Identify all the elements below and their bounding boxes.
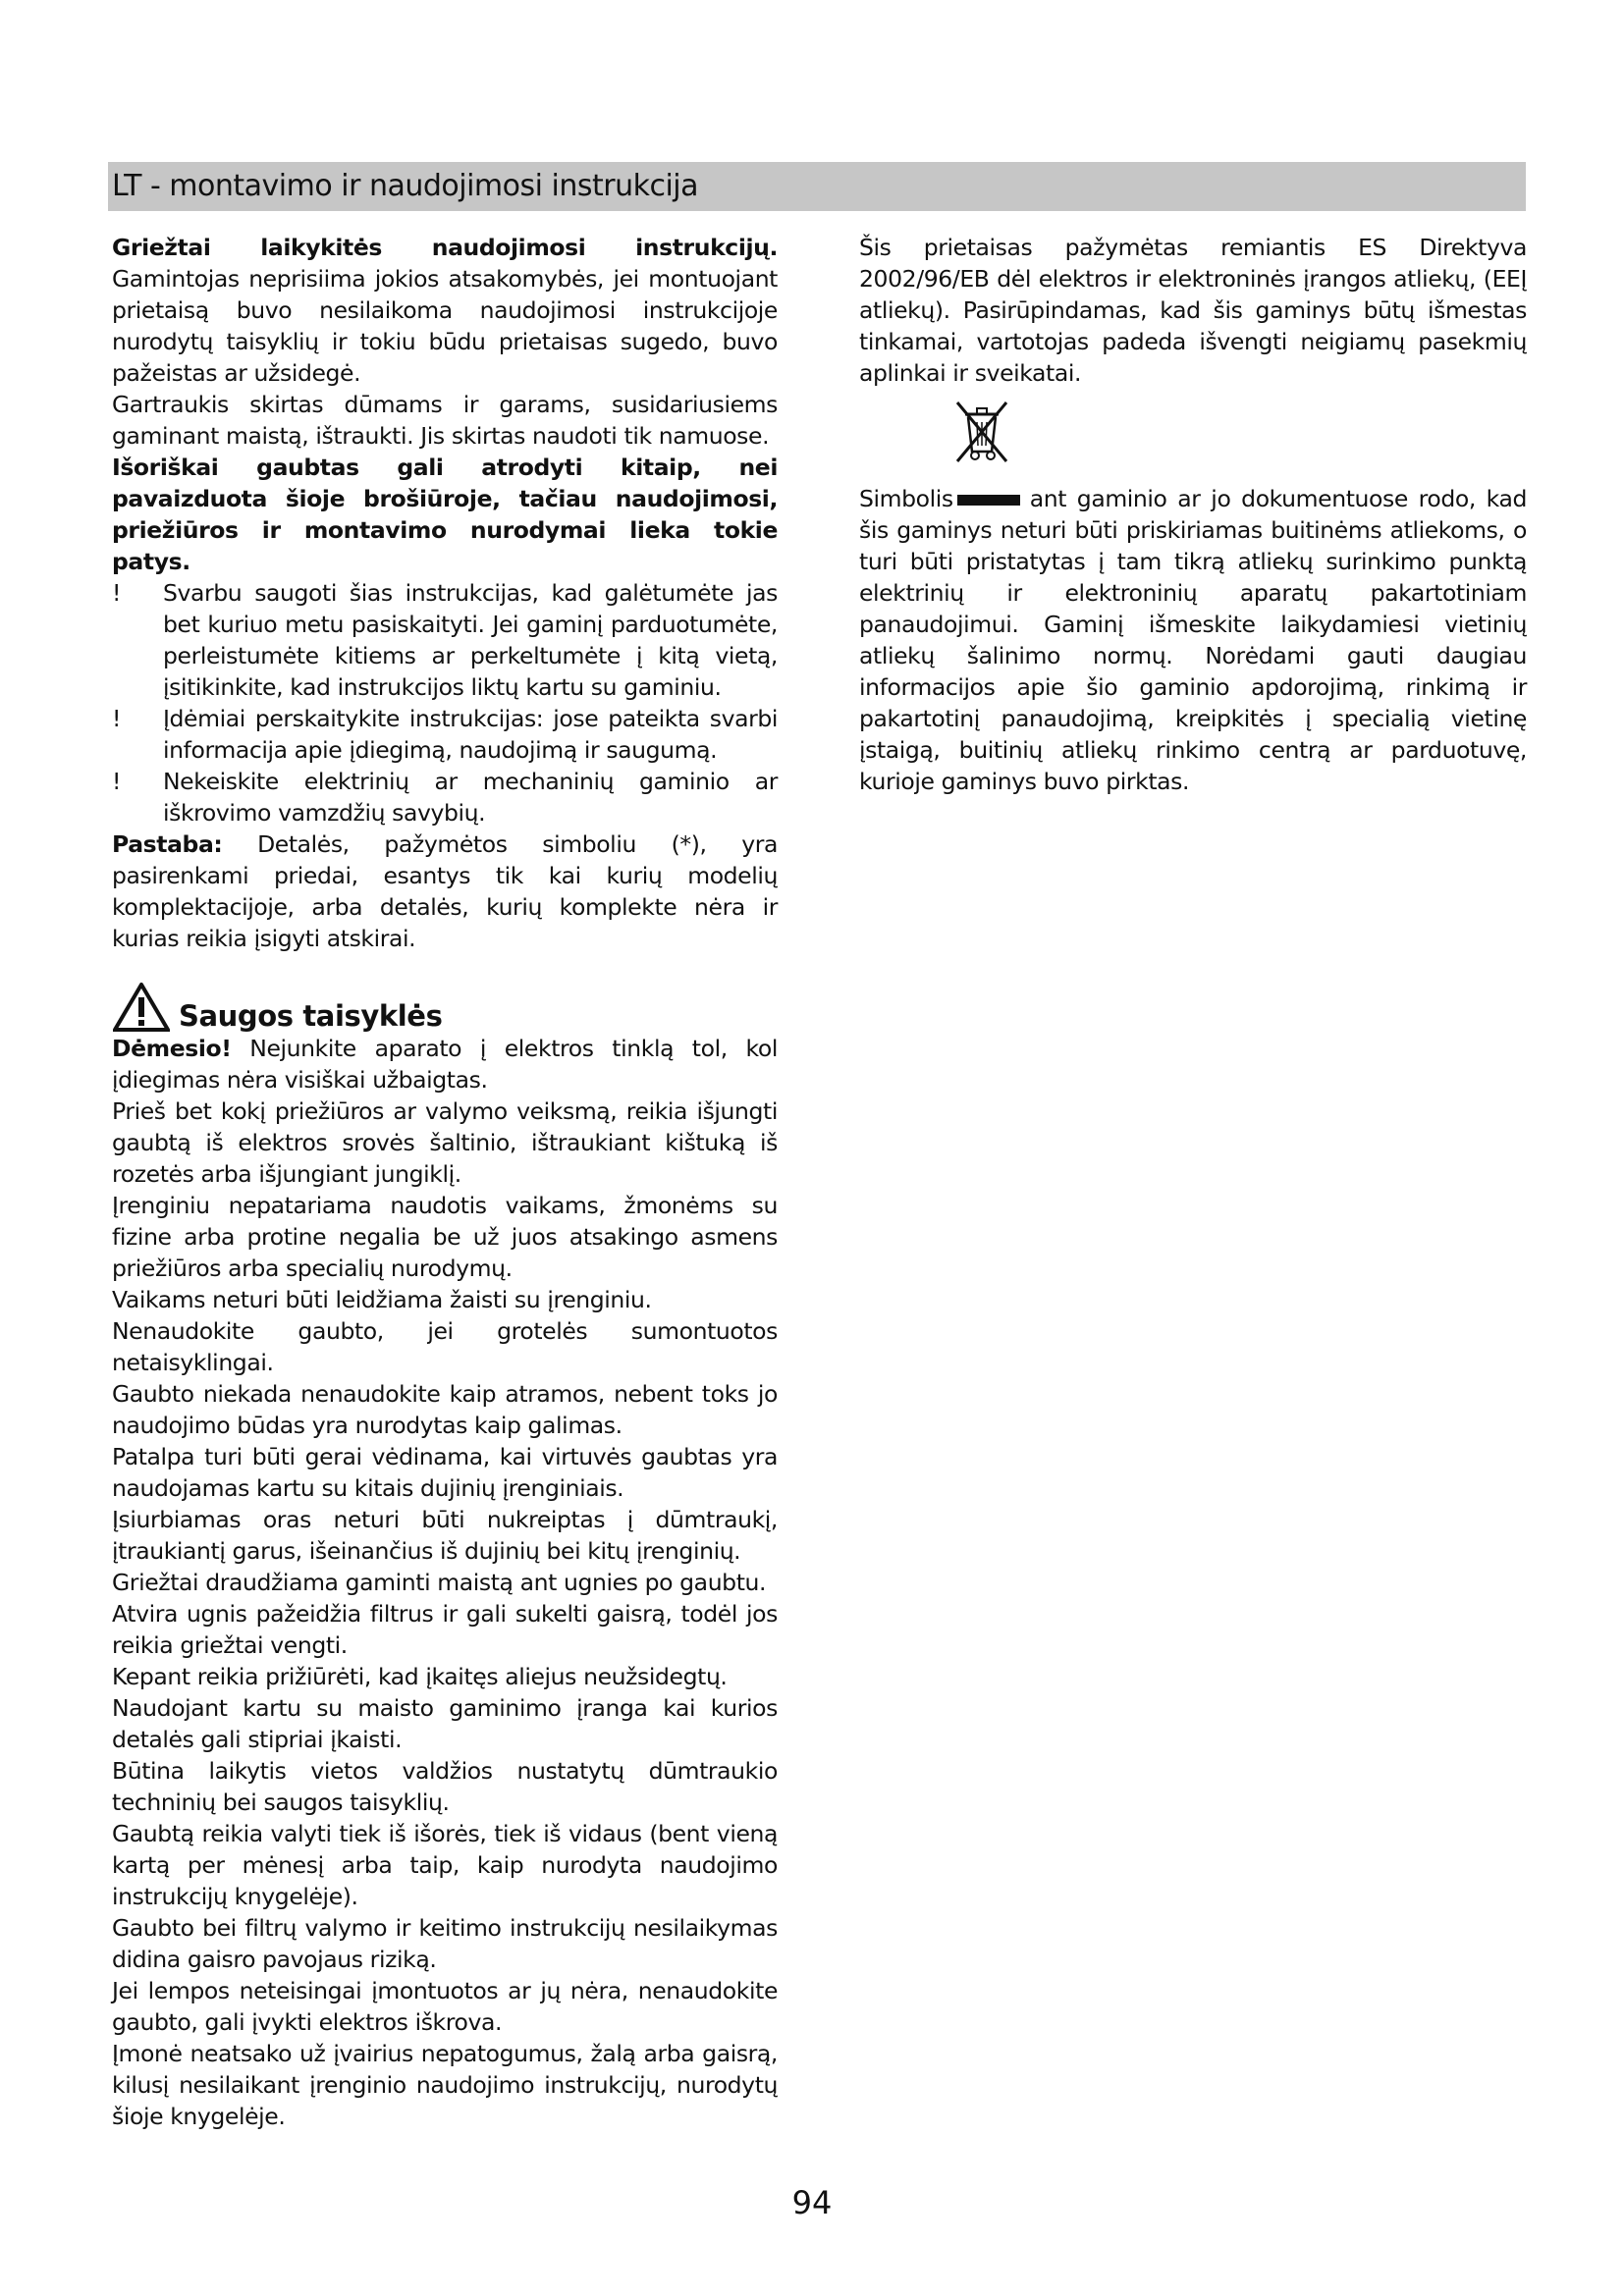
intro-paragraph xyxy=(112,232,778,389)
attention-text: Nejunkite aparato į elektros tinklą tol, kol įdiegimas nėra visiškai užbaigtas. xyxy=(112,1035,778,1094)
symbol-word: Simbolis xyxy=(859,485,953,512)
purpose-paragraph: Gartraukis skirtas dūmams ir garams, susidariusiems gaminant maistą, ištraukti. Jis skirtas naudoti tik namuose. xyxy=(112,391,778,450)
appearance-note-text: Išoriškai gaubtas gali atrodyti kitaip, nei pavaizduota šioje brošiūroje, tačiau naudojimosi, priežiūros ir montavimo nurodymai lieka tokie patys. xyxy=(112,454,778,575)
safety-rule: Įmonė neatsako už įvairius nepatogumus, žalą arba gaisrą, kilusį nesilaikant įrenginio naudojimo instrukcijų, nurodytų šioje knygelėje. xyxy=(112,2040,778,2130)
title-bar xyxy=(108,162,1526,211)
safety-rule: Nenaudokite gaubto, jei grotelės sumontuotos netaisyklingai. xyxy=(112,1317,778,1376)
note-paragraph xyxy=(112,828,778,954)
bullet-item xyxy=(112,577,778,703)
safety-rule: Kepant reikia prižiūrėti, kad įkaitęs aliejus neužsidegtų. xyxy=(112,1663,728,1690)
weee-directive-paragraph: Šis prietaisas pažymėtas remiantis ES Direktyva 2002/96/EB dėl elektros ir elektroninės įrangos atliekų, (EEĮ atliekų). Pasirūpindamas, kad šis gaminys būtų išmestas tinkamai, vartotojas padeda išvengti neigiamų pasekmių aplinkai ir sveikatai. xyxy=(859,234,1527,387)
safety-heading-row xyxy=(112,982,778,1033)
note-label: Pastaba: xyxy=(112,830,223,858)
bullet-text: Įdėmiai perskaitykite instrukcijas: jose pateikta svarbi informacija apie įdiegimą, naudojimą ir saugumą. xyxy=(163,705,778,764)
safety-rule: Atvira ugnis pažeidžia filtrus ir gali sukelti gaisrą, todėl jos reikia griežtai vengti. xyxy=(112,1600,778,1659)
safety-rule: Įrenginiu nepatariama naudotis vaikams, žmonėms su fizine arba protine negalia be už juos atsakingo asmens priežiūros arba specialių nurodymų. xyxy=(112,1192,778,1282)
attention-label: Dėmesio! xyxy=(112,1035,232,1062)
attention-paragraph xyxy=(112,1033,778,1095)
bullet-text: Svarbu saugoti šias instrukcijas, kad galėtumėte jas bet kuriuo metu pasiskaityti. Jei gaminį parduotumėte, perleistumėte kitiems ar perkeltumėte į kitą vietą, įsitikinkite, kad instrukcijos liktų kartu su gaminiu. xyxy=(163,579,778,701)
note-text: Detalės, pažymėtos simboliu (*), yra pasirenkami priedai, esantys tik kai kurių modelių komplektacijoje, arba detalės, kurių komplekte nėra ir kurias reikia įsigyti atskirai. xyxy=(112,830,778,952)
symbol-paragraph-text: ant gaminio ar jo dokumentuose rodo, kad šis gaminys neturi būti priskiriamas buitinėms atliekoms, o turi būti pristatytas į tam tikrą atliekų surinkimo punktą elektrinių ir elektroninių aparatų pakartotiniam panaudojimui. Gaminį išmeskite laikydamiesi vietinių atliekų šalinimo normų. Norėdami gauti daugiau informacijos apie šio gaminio apdorojimą, rinkimą ir pakartotinį panaudojimą, kreipkitės į specialią vietinę įstaigą, buitinių atliekų rinkimo centrą ar parduotuvę, kurioje gaminys buvo pirktas. xyxy=(859,485,1527,795)
safety-rule: Patalpa turi būti gerai vėdinama, kai virtuvės gaubtas yra naudojamas kartu su kitais dujinių įrenginiais. xyxy=(112,1443,778,1502)
page-number: 94 xyxy=(791,2184,833,2221)
safety-heading: Saugos taisyklės xyxy=(179,999,443,1033)
intro-lead-bold: Griežtai laikykitės naudojimosi instrukcijų. xyxy=(112,234,778,261)
bullet-item xyxy=(112,766,778,828)
safety-rule: Jei lempos neteisingai įmontuotos ar jų nėra, nenaudokite gaubto, gali įvykti elektros iškrova. xyxy=(112,1977,778,2036)
intro-lead-text: Gamintojas neprisiima jokios atsakomybės, jei montuojant prietaisą buvo nesilaikoma naudojimosi instrukcijoje nurodytų taisyklių ir tokiu būdu prietaisas sugedo, buvo pažeistas ar užsidegė. xyxy=(112,265,778,387)
safety-rule: Prieš bet kokį priežiūros ar valymo veiksmą, reikia išjungti gaubtą iš elektros srovės šaltinio, ištraukiant kištuką iš rozetės arba išjungiant jungiklį. xyxy=(112,1097,778,1188)
exclamation-mark: ! xyxy=(112,579,122,607)
page-title: LT - montavimo ir naudojimosi instrukcija xyxy=(112,169,699,203)
bullet-item xyxy=(112,703,778,766)
safety-rule: Vaikams neturi būti leidžiama žaisti su įrenginiu. xyxy=(112,1286,652,1313)
safety-rule: Naudojant kartu su maisto gaminimo įranga kai kurios detalės gali stipriai įkaisti. xyxy=(112,1694,778,1753)
exclamation-mark: ! xyxy=(112,705,122,732)
exclamation-mark: ! xyxy=(112,768,122,795)
safety-rule: Griežtai draudžiama gaminti maistą ant ugnies po gaubtu. xyxy=(112,1569,767,1596)
bullet-text: Nekeiskite elektrinių ar mechaninių gaminio ar iškrovimo vamzdžių savybių. xyxy=(163,768,778,827)
black-bar-icon xyxy=(957,495,1020,506)
safety-rule: Gaubto niekada nenaudokite kaip atramos, nebent toks jo naudojimo būdas yra nurodytas kaip galimas. xyxy=(112,1380,778,1439)
crossed-out-bin-icon xyxy=(951,397,1012,467)
left-column xyxy=(112,232,778,2132)
safety-rule: Įsiurbiamas oras neturi būti nukreiptas į dūmtraukį, įtraukiantį garus, išeinančius iš dujinių bei kitų įrenginių. xyxy=(112,1506,778,1565)
appearance-note xyxy=(112,452,778,577)
safety-rule: Gaubto bei filtrų valymo ir keitimo instrukcijų nesilaikymas didina gaisro pavojaus riziką. xyxy=(112,1914,778,1973)
safety-rule: Gaubtą reikia valyti tiek iš išorės, tiek iš vidaus (bent vieną kartą per mėnesį arba taip, kaip nurodyta naudojimo instrukcijų knygelėje). xyxy=(112,1820,778,1910)
right-column xyxy=(859,232,1527,797)
safety-rule: Būtina laikytis vietos valdžios nustatytų dūmtraukio techninių bei saugos taisyklių. xyxy=(112,1757,778,1816)
symbol-paragraph xyxy=(859,483,1527,797)
warning-triangle-icon xyxy=(112,982,171,1033)
